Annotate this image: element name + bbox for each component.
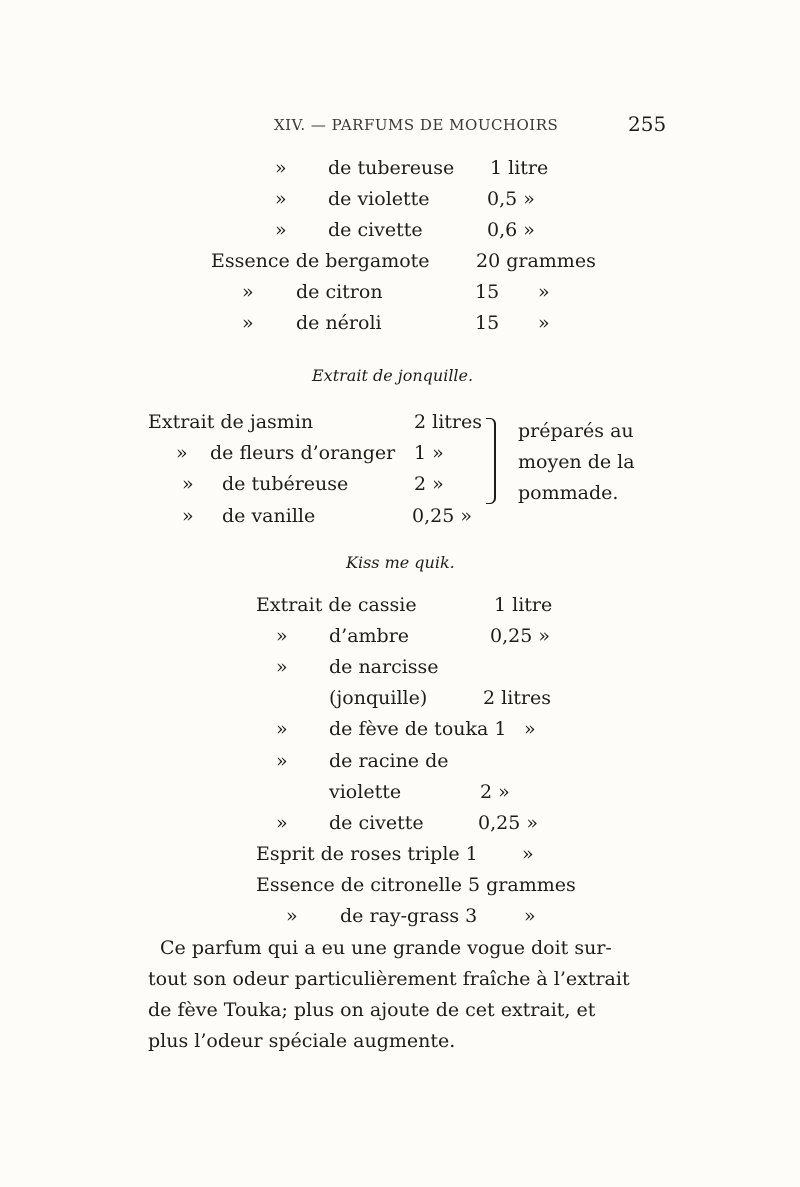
note-line: préparés au <box>518 420 634 442</box>
quantity: 0,25 » <box>412 505 472 527</box>
ingredient: de narcisse <box>329 656 439 678</box>
ingredient: de fleurs d’oranger <box>210 442 396 464</box>
ditto-mark: » <box>276 625 288 647</box>
ditto-mark: » <box>276 812 288 834</box>
ditto-mark: » <box>275 219 287 241</box>
recipe-title: Extrait de jonquille. <box>312 366 474 385</box>
quantity: 15 <box>475 312 500 334</box>
ingredient: de citron <box>296 281 383 303</box>
ditto-mark: » <box>286 905 298 927</box>
ingredient: de racine de <box>329 750 449 772</box>
ingredient: de violette <box>328 188 430 210</box>
ingredient: Extrait de jasmin <box>148 411 314 433</box>
ingredient: de civette <box>329 812 424 834</box>
quantity: » <box>524 905 536 927</box>
quantity: » <box>522 843 534 865</box>
quantity: 0,6 » <box>487 219 535 241</box>
ingredient: de ray-grass 3 <box>340 905 478 927</box>
ditto-mark: » <box>276 656 288 678</box>
quantity: 2 litres <box>414 411 482 433</box>
quantity: » <box>524 718 536 740</box>
quantity: 15 <box>475 281 500 303</box>
ingredient: violette <box>329 781 402 803</box>
note-line: pommade. <box>518 482 619 504</box>
quantity: 0,5 » <box>487 188 535 210</box>
quantity: 0,25 » <box>490 625 550 647</box>
ingredient: de tubereuse <box>328 157 455 179</box>
quantity: 1 litre <box>494 594 553 616</box>
quantity: 20 grammes <box>476 250 596 272</box>
ditto-mark: » <box>275 188 287 210</box>
ingredient: de fève de touka 1 <box>329 718 507 740</box>
ingredient: de néroli <box>296 312 382 334</box>
paragraph-line: Ce parfum qui a eu une grande vogue doit sur- <box>160 937 612 959</box>
quantity: 1 litre <box>490 157 549 179</box>
ingredient: de tubéreuse <box>222 473 349 495</box>
paragraph-line: de fève Touka; plus on ajoute de cet extrait, et <box>148 999 596 1021</box>
ingredient: de vanille <box>222 505 316 527</box>
ditto-mark: » <box>182 473 194 495</box>
ditto-mark: » <box>176 442 188 464</box>
quantity: 1 » <box>414 442 444 464</box>
ditto-mark: » <box>276 718 288 740</box>
ditto-mark: » <box>276 750 288 772</box>
ditto-mark: » <box>242 312 254 334</box>
running-header: XIV. — PARFUMS DE MOUCHOIRS <box>274 116 559 134</box>
quantity: 2 » <box>414 473 444 495</box>
ingredient: Essence de citronelle 5 grammes <box>256 874 576 896</box>
unit-ditto: » <box>538 281 550 303</box>
ditto-mark: » <box>275 157 287 179</box>
note-line: moyen de la <box>518 451 635 473</box>
quantity: 0,25 » <box>478 812 538 834</box>
ingredient: Esprit de roses triple 1 <box>256 843 478 865</box>
ingredient: Extrait de cassie <box>256 594 417 616</box>
ditto-mark: » <box>242 281 254 303</box>
page-number: 255 <box>628 112 667 136</box>
ingredient: de civette <box>328 219 423 241</box>
paragraph-line: plus l’odeur spéciale augmente. <box>148 1030 456 1052</box>
ingredient: Essence de bergamote <box>211 250 430 272</box>
quantity: 2 litres <box>483 687 551 709</box>
ingredient: d’ambre <box>329 625 410 647</box>
paragraph-line: tout son odeur particulièrement fraîche à l’extrait <box>148 968 630 990</box>
quantity: 2 » <box>480 781 510 803</box>
unit-ditto: » <box>538 312 550 334</box>
ingredient: (jonquille) <box>329 687 428 709</box>
ditto-mark: » <box>182 505 194 527</box>
brace <box>486 418 496 504</box>
recipe-title: Kiss me quik. <box>346 553 455 572</box>
